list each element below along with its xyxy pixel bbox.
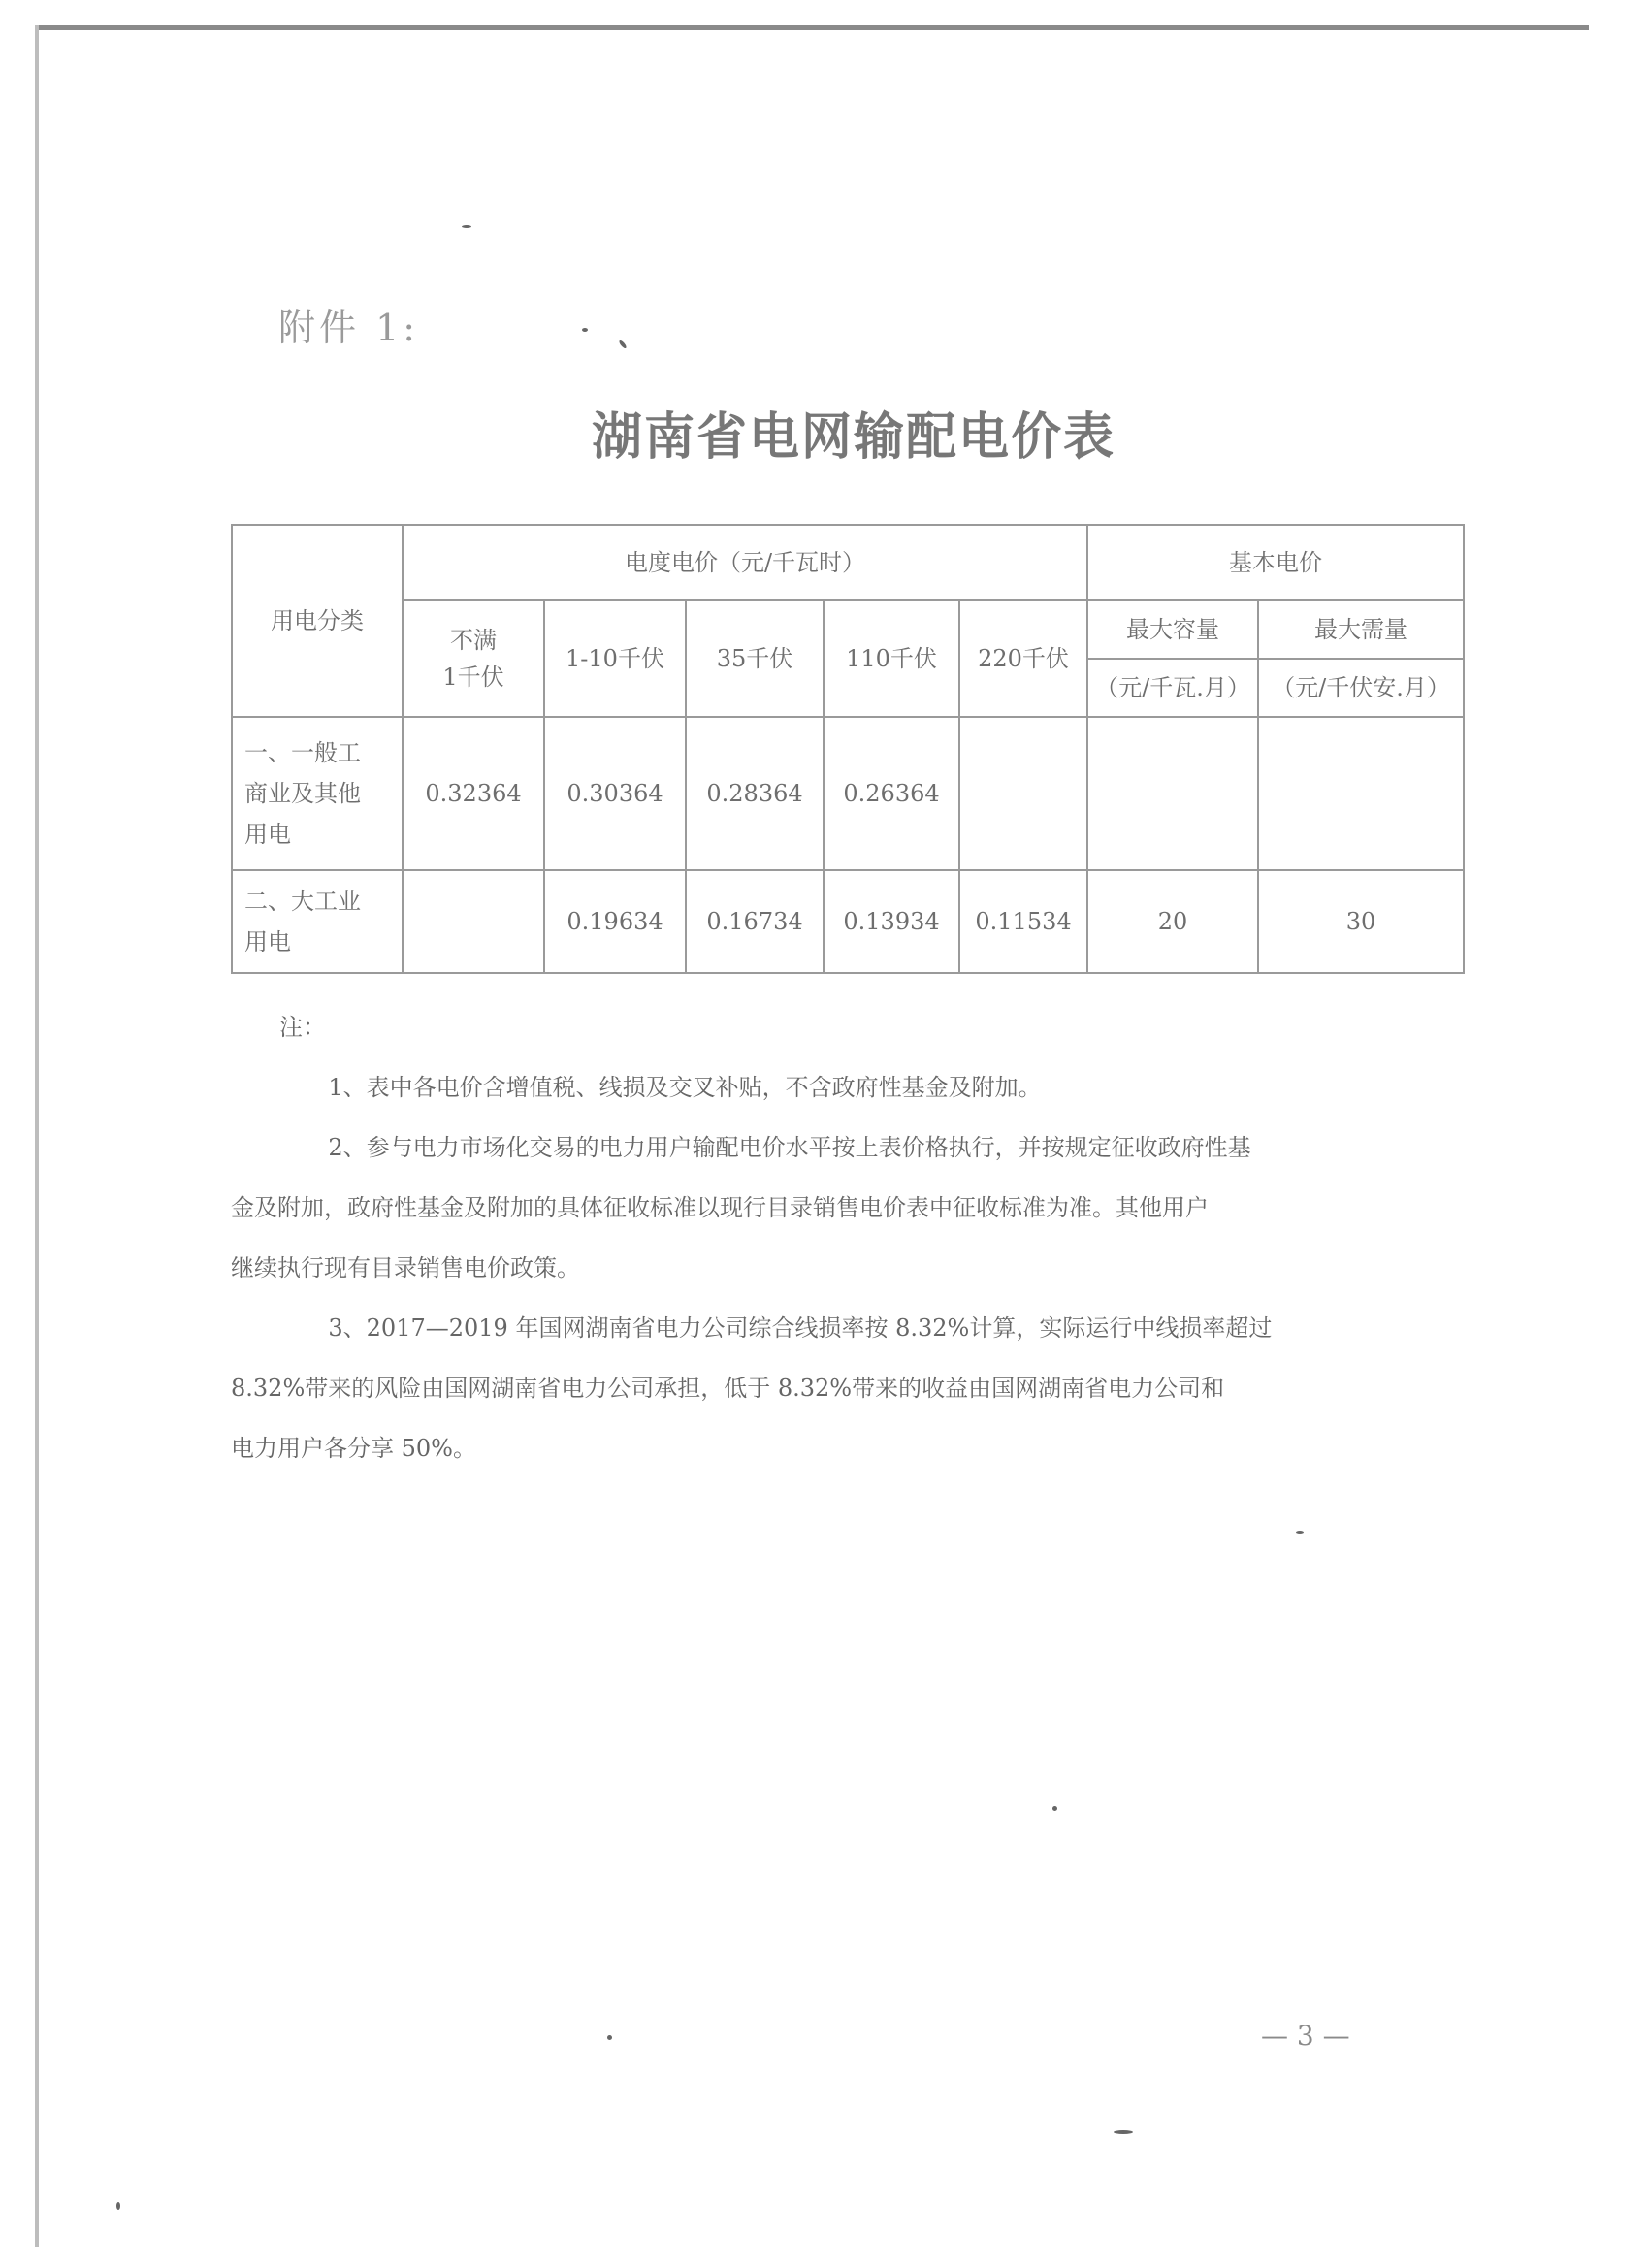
max-demand-cell: 30: [1258, 870, 1464, 973]
price-cell: 0.28364: [686, 717, 824, 870]
note-2-line: 金及附加，政府性基金及附加的具体征收标准以现行目录销售电价表中征收标准为准。其他用户: [231, 1194, 1209, 1221]
scan-speck: [618, 340, 627, 349]
price-cell: [959, 717, 1087, 870]
max-capacity-cell: [1087, 717, 1258, 870]
scan-speck: [607, 2035, 612, 2040]
max-capacity-unit: （元/千瓦.月）: [1087, 659, 1258, 717]
max-capacity-header: 最大容量: [1087, 600, 1258, 659]
note-3-line: 8.32%带来的风险由国网湖南省电力公司承担，低于 8.32%带来的收益由国网湖南省电力公司和: [231, 1375, 1225, 1402]
category-line: 二、大工业: [244, 888, 361, 915]
price-cell: 0.26364: [824, 717, 959, 870]
notes-section: [231, 997, 1424, 1478]
voltage-header-220kv: 220千伏: [959, 600, 1087, 717]
max-capacity-cell: 20: [1087, 870, 1258, 973]
max-demand-header: 最大需量: [1258, 600, 1464, 659]
max-demand-cell: [1258, 717, 1464, 870]
note-2-line: 继续执行现有目录销售电价政策。: [231, 1254, 580, 1281]
price-cell: 0.30364: [544, 717, 686, 870]
note-1: 1、表中各电价含增值税、线损及交叉补贴，不含政府性基金及附加。: [328, 1074, 1042, 1101]
page-number: — 3 —: [1261, 2020, 1350, 2052]
category-header: 用电分类: [232, 525, 403, 717]
price-cell: 0.32364: [403, 717, 544, 870]
basic-price-header: 基本电价: [1087, 525, 1464, 600]
max-demand-unit: （元/千伏安.月）: [1258, 659, 1464, 717]
voltage-header-110kv: 110千伏: [824, 600, 959, 717]
notes-heading: 注：: [279, 1014, 326, 1041]
price-cell: 0.16734: [686, 870, 824, 973]
document-title: 湖南省电网输配电价表: [591, 407, 1116, 467]
category-line: 用电: [244, 821, 291, 848]
scan-speck: [1114, 2130, 1133, 2134]
category-cell: [232, 870, 403, 973]
price-cell: 0.11534: [959, 870, 1087, 973]
scan-speck: [1296, 1531, 1304, 1534]
price-cell: 0.13934: [824, 870, 959, 973]
scan-speck: [116, 2202, 120, 2210]
category-line: 商业及其他: [244, 780, 361, 807]
voltage-header-line: 1千伏: [442, 664, 504, 691]
attachment-label: 附件 1:: [278, 307, 420, 349]
scan-speck: [1052, 1806, 1057, 1811]
category-line: 用电: [244, 928, 291, 956]
price-cell: [403, 870, 544, 973]
tariff-table: [231, 524, 1465, 974]
scan-speck: [462, 225, 471, 228]
voltage-header-below-1kv: [403, 600, 544, 717]
category-line: 一、一般工: [244, 739, 361, 766]
voltage-header-1-10kv: 1-10千伏: [544, 600, 686, 717]
note-3-line: 电力用户各分享 50%。: [231, 1435, 476, 1462]
note-3-line: 3、2017—2019 年国网湖南省电力公司综合线损率按 8.32%计算，实际运行中线损率超过: [328, 1314, 1273, 1342]
scan-frame-left-edge: [35, 25, 39, 2247]
voltage-header-line: 不满: [450, 626, 497, 654]
category-cell: [232, 717, 403, 870]
note-2-line: 2、参与电力市场化交易的电力用户输配电价水平按上表价格执行，并按规定征收政府性基: [328, 1134, 1251, 1161]
table-row: [232, 717, 1464, 870]
table-row: [232, 870, 1464, 973]
scan-speck: [582, 328, 588, 332]
price-cell: 0.19634: [544, 870, 686, 973]
energy-price-header: 电度电价（元/千瓦时）: [403, 525, 1087, 600]
scan-frame-top-edge: [37, 25, 1589, 30]
voltage-header-35kv: 35千伏: [686, 600, 824, 717]
